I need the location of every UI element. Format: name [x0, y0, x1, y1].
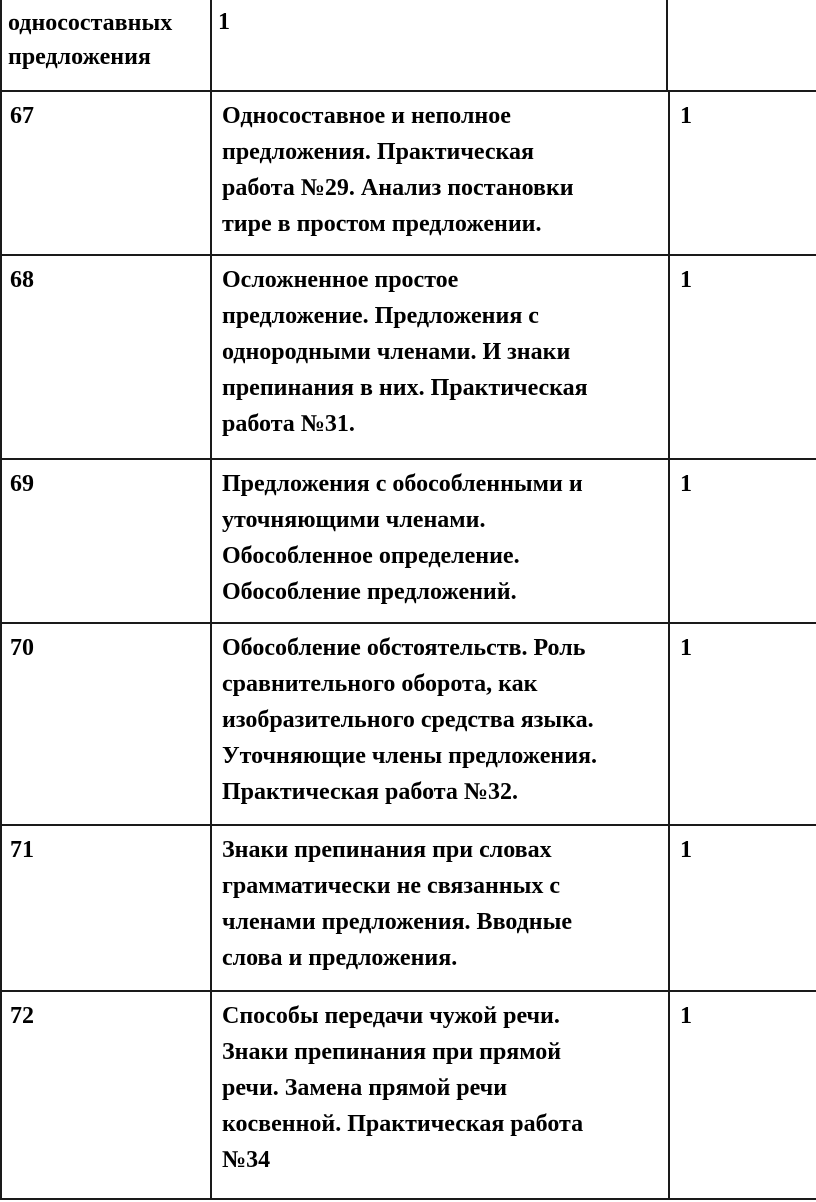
lesson-number-cell: 67: [0, 90, 212, 256]
topic-cell: Знаки препинания при словах грамматически не связанных с членами предложения. Вводные слова и предложения.: [210, 824, 670, 992]
topic-cell: односоставных предложения: [0, 0, 212, 92]
hours-cell: 1: [210, 0, 668, 92]
topic-cell: Обособление обстоятельств. Роль сравнительного оборота, как изобразительного средства языка. Уточняющие члены предложения. Практическая работа №32.: [210, 622, 670, 826]
lesson-number-cell: 70: [0, 622, 212, 826]
lesson-number-cell: 68: [0, 254, 212, 460]
topic-cell: Способы передачи чужой речи. Знаки препинания при прямой речи. Замена прямой речи косвенной. Практическая работа №34: [210, 990, 670, 1200]
lesson-number-cell: 71: [0, 824, 212, 992]
hours-cell: 1: [668, 824, 816, 992]
lesson-number-cell: 72: [0, 990, 212, 1200]
topic-cell: Односоставное и неполное предложения. Практическая работа №29. Анализ постановки тире в простом предложении.: [210, 90, 670, 256]
hours-cell: 1: [668, 990, 816, 1200]
hours-cell: 1: [668, 254, 816, 460]
lesson-number-cell: 69: [0, 458, 212, 624]
topic-cell: Осложненное простое предложение. Предложения с однородными членами. И знаки препинания в них. Практическая работа №31.: [210, 254, 670, 460]
hours-cell: 1: [668, 458, 816, 624]
hours-cell: 1: [668, 622, 816, 826]
topic-cell: Предложения с обособленными и уточняющими членами. Обособленное определение. Обособление предложений.: [210, 458, 670, 624]
hours-cell: 1: [668, 90, 816, 256]
